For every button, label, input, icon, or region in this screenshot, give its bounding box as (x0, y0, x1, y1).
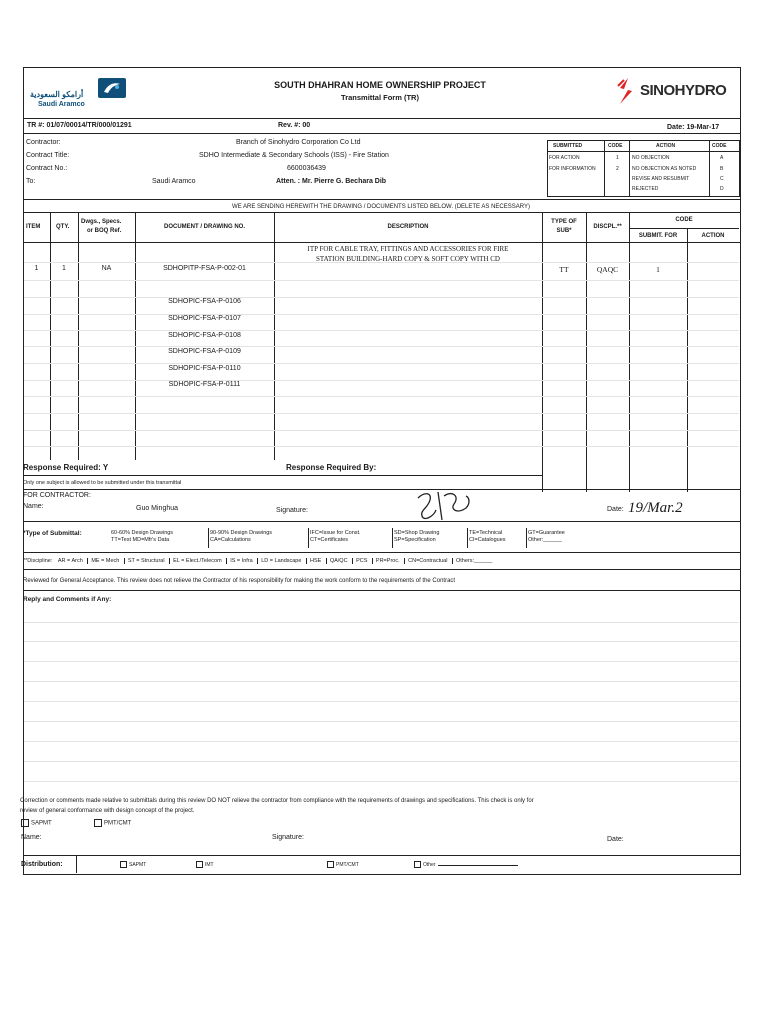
discipline-item: Others:______ (452, 558, 492, 564)
discipline-item: PCS (352, 558, 367, 564)
row-submit-for: 1 (656, 265, 660, 274)
divider (586, 212, 587, 492)
divider (24, 446, 739, 447)
discipline-label: **Discipline: (23, 558, 53, 564)
row-qty: 1 (62, 265, 66, 272)
reply-comments-field[interactable] (24, 608, 740, 792)
document-number: SDHOPIC-FSA-P-0108 (168, 332, 241, 339)
tr-number: TR #: 01/07/00014/TR/000/01291 (27, 122, 132, 129)
document-number: SDHOPIC-FSA-P-0106 (168, 298, 241, 305)
tr-date: Date: 19-Mar-17 (667, 124, 720, 131)
divider (76, 855, 77, 873)
document-number: SDHOPIC-FSA-P-0107 (168, 315, 241, 322)
reviewer-signature-label: Signature: (272, 834, 304, 841)
submittal-option: SD=Shop Drawing SP=Specification (394, 530, 440, 543)
legend-submitted-code: 2 (616, 166, 619, 172)
submittal-option: 90-90% Design Drawings CA=Calculations (210, 530, 273, 543)
correction-note: Correction or comments made relative to submittals during this review DO NOT relieve the contractor from compliance with the requirements of drawings and specifications. This check is only for (20, 798, 534, 804)
col-document-header: DOCUMENT / DRAWING NO. (164, 224, 245, 230)
divider (24, 380, 739, 381)
row-discpl: QAQC (596, 265, 619, 274)
sinohydro-mark-icon (614, 76, 636, 106)
contractor-date-value: 19/Mar.2 (628, 500, 683, 516)
divider (24, 781, 739, 782)
discipline-item: LD = Landscape (257, 558, 301, 564)
divider (23, 133, 740, 134)
sinohydro-logo (612, 74, 732, 108)
divider (24, 741, 739, 742)
legend-action-code: D (720, 186, 724, 192)
aramco-arabic-name: أرامكو السعودية (30, 90, 84, 99)
discipline-item: ME = Mech (87, 558, 119, 564)
reviewer-name-label: Name: (21, 834, 42, 841)
divider (24, 681, 739, 682)
aramco-star-icon (98, 78, 126, 98)
divider (23, 855, 740, 856)
contractor-label: Contractor: (26, 139, 61, 146)
project-title: SOUTH DHAHRAN HOME OWNERSHIP PROJECT (274, 80, 486, 90)
col-code-header: CODE (675, 217, 693, 223)
submittal-option: TE=Technical CI=Catalogues (469, 530, 506, 543)
legend-submitted-header: SUBMITTED (553, 143, 583, 149)
discipline-item: HSE (306, 558, 321, 564)
row-type: TT (559, 265, 569, 274)
divider (24, 622, 739, 623)
divider (23, 242, 740, 243)
submittal-option: GT=Guarantee Other:______ (528, 530, 565, 543)
col-type-header: TYPE OF (551, 219, 577, 225)
divider (24, 396, 739, 397)
legend-action-code: A (720, 155, 724, 161)
checkbox-icon[interactable] (414, 861, 421, 868)
divider (23, 489, 740, 490)
col-ref-header: or BOQ Ref. (87, 228, 122, 234)
legend-action-row: REJECTED (632, 186, 659, 192)
contractor-date-label: Date: (607, 506, 624, 513)
row-ref: NA (101, 265, 112, 272)
distribution-option[interactable] (414, 861, 518, 868)
divider (629, 140, 630, 196)
discipline-item: AR = Arch (57, 558, 83, 564)
reply-label: Reply and Comments if Any: (23, 596, 112, 603)
divider (24, 280, 739, 281)
divider (24, 661, 739, 662)
checkbox-label: SAPMT (31, 820, 52, 827)
legend-action-code: B (720, 166, 724, 172)
legend-action-row: REVISE AND RESUBMIT (632, 176, 690, 182)
divider (392, 528, 393, 548)
correction-note: review of general conformance with design concept of the project. (20, 808, 195, 814)
form-title: Transmittal Form (TR) (341, 93, 419, 102)
distribution-option[interactable] (196, 861, 214, 868)
checkbox-icon[interactable] (327, 861, 334, 868)
divider (23, 552, 740, 553)
aramco-logo (30, 78, 130, 112)
checkbox-label: PMT/CMT (104, 820, 132, 827)
legend-submitted-row: FOR ACTION (549, 155, 580, 161)
discipline-item: ST = Structural (124, 558, 165, 564)
divider (24, 413, 739, 414)
discipline-item: CN=Contractual (404, 558, 447, 564)
contract-no-label: Contract No.: (26, 165, 68, 172)
divider (24, 761, 739, 762)
response-note: Only one subject is allowed to be submitted under this transmittal (23, 480, 182, 486)
divider (526, 528, 527, 548)
divider (208, 528, 209, 548)
col-action-header: ACTION (701, 233, 725, 239)
divider (23, 569, 740, 570)
contractor-name-label: Name: (23, 503, 44, 510)
row-description: STATION BUILDING-HARD COPY & SOFT COPY WITH CD (316, 255, 500, 263)
divider (467, 528, 468, 548)
handwritten-signature (410, 486, 480, 526)
document-number: SDHOPITP-FSA-P-002-01 (163, 265, 246, 272)
checkbox-sapmt[interactable] (21, 819, 52, 827)
legend-code2-header: CODE (712, 143, 727, 149)
divider (24, 701, 739, 702)
legend-action-row: NO OBJECTION AS NOTED (632, 166, 697, 172)
discipline-item: QA/QC (326, 558, 348, 564)
divider (629, 212, 630, 492)
contract-title-value: SDHO Intermediate & Secondary Schools (ISS) - Fire Station (199, 152, 389, 159)
divider (709, 140, 710, 196)
row-item: 1 (34, 265, 39, 272)
legend-action-header: ACTION (656, 143, 676, 149)
review-statement: Reviewed for General Acceptance. This review does not relieve the Contractor of his responsibility for making the work conform to the requirements of the Contract (23, 578, 456, 584)
discipline-row (23, 558, 739, 564)
contractor-name-value: Guo Minghua (136, 505, 179, 512)
checkbox-icon[interactable] (94, 819, 102, 827)
divider (24, 346, 739, 347)
checkbox-icon[interactable] (196, 861, 203, 868)
sinohydro-wordmark: SINOHYDRO (640, 82, 727, 99)
divider (308, 528, 309, 548)
col-qty-header: QTY. (56, 224, 70, 230)
to-value: Saudi Aramco (152, 178, 196, 185)
divider (687, 228, 688, 492)
divider (23, 118, 740, 119)
divider (24, 721, 739, 722)
divider (629, 228, 739, 229)
legend-action-row: NO OBJECTION (632, 155, 670, 161)
discipline-item: IS = Infra (226, 558, 252, 564)
discipline-item: EL = Elect./Telecom (169, 558, 222, 564)
divider (23, 521, 740, 522)
col-type-header: SUB* (556, 228, 572, 234)
sending-line: WE ARE SENDING HEREWITH THE DRAWING / DOCUMENTS LISTED BELOW. (DELETE AS NECESSARY) (232, 204, 530, 210)
divider (24, 641, 739, 642)
distribution-option-label: Other (423, 861, 436, 868)
divider (24, 430, 739, 431)
divider (604, 140, 605, 196)
distribution-label: Distribution: (21, 861, 63, 868)
contractor-signature-label: Signature: (276, 507, 308, 514)
legend-submitted-row: FOR INFORMATION (549, 166, 596, 172)
divider (23, 212, 740, 213)
contractor-value: Branch of Sinohydro Corporation Co Ltd (236, 139, 361, 146)
contract-title-label: Contract Title: (26, 152, 70, 159)
divider (24, 314, 739, 315)
aramco-name: Saudi Aramco (38, 101, 85, 108)
col-ref-header: Dwgs., Specs. (81, 219, 122, 225)
checkbox-icon[interactable] (120, 861, 127, 868)
submittal-option: IFC=Issue for Const. CT=Certificates (310, 530, 361, 543)
document-number: SDHOPIC-FSA-P-0110 (168, 365, 241, 372)
distribution-option[interactable] (327, 861, 359, 868)
revision: Rev. #: 00 (278, 122, 311, 129)
contract-no-value: 6600036439 (287, 165, 326, 172)
col-submit-for-header: SUBMIT. FOR (638, 233, 678, 239)
for-contractor-label: FOR CONTRACTOR: (23, 492, 91, 499)
distribution-option-label: IMT (205, 861, 214, 868)
response-required: Response Required: Y (23, 463, 109, 472)
divider (50, 212, 51, 460)
divider (24, 330, 739, 331)
divider (542, 212, 543, 492)
divider (23, 590, 740, 591)
divider (23, 475, 543, 476)
divider (23, 199, 740, 200)
reviewer-date-label: Date: (607, 836, 624, 843)
divider (78, 212, 79, 460)
discipline-item: PR=Proc. (372, 558, 400, 564)
legend-code-header: CODE (608, 143, 623, 149)
col-description-header: DESCRIPTION (387, 224, 429, 230)
distribution-other-line (438, 865, 518, 866)
response-required-by: Response Required By: (286, 463, 377, 472)
document-number: SDHOPIC-FSA-P-0109 (168, 348, 241, 355)
distribution-option-label: SAPMT (129, 861, 147, 868)
distribution-option-label: PMT/CMT (336, 861, 359, 868)
checkbox-pmt-cmt[interactable] (94, 819, 131, 827)
legend-submitted-code: 1 (616, 155, 619, 161)
divider (24, 363, 739, 364)
to-label: To: (26, 178, 36, 185)
divider (24, 297, 739, 298)
row-description: ITP FOR CABLE TRAY, FITTINGS AND ACCESSORIES FOR FIRE (307, 245, 509, 253)
legend-action-code: C (720, 176, 724, 182)
attention: Atten. : Mr. Pierre G. Bechara Dib (276, 178, 387, 185)
checkbox-icon[interactable] (21, 819, 29, 827)
divider (547, 151, 739, 152)
submittal-option: 60-60% Design Drawings TT=Test MD=Mfr's Data (111, 530, 174, 543)
document-number: SDHOPIC-FSA-P-0111 (168, 381, 241, 388)
submittal-type-label: *Type of Submittal: (23, 530, 82, 537)
distribution-option[interactable] (120, 861, 146, 868)
col-discpl-header: DISCPL.** (593, 224, 622, 230)
col-item-header: ITEM (26, 224, 41, 230)
